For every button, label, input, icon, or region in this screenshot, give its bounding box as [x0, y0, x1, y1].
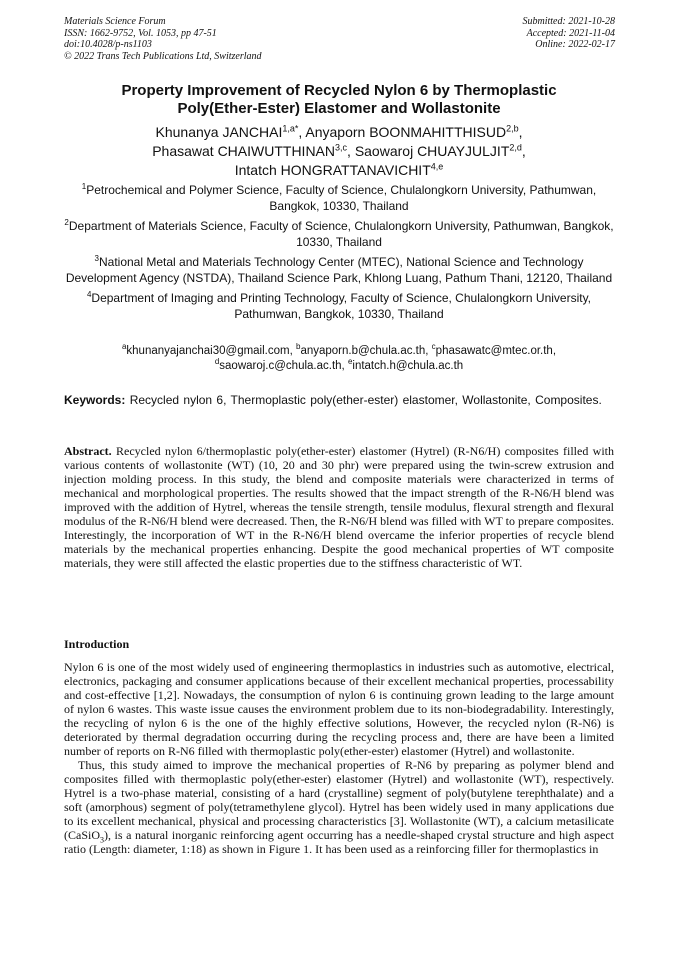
affiliation: [64, 218, 614, 250]
keywords-text: Recycled nylon 6, Thermoplastic poly(ether-ester) elastomer, Wollastonite, Composites.: [129, 393, 602, 407]
email-d[interactable]: saowaroj.c@chula.ac.th: [219, 360, 342, 372]
author-name: Anyaporn BOONMAHITTHISUD: [305, 124, 507, 140]
accepted-date: Accepted: 2021-11-04: [526, 27, 615, 39]
email-a[interactable]: khunanyajanchai30@gmail.com: [126, 345, 290, 357]
abstract-text: Recycled nylon 6/thermoplastic poly(ether-ester) elastomer (Hytrel) (R-N6/H) composites filled with various contents of wollastonite (WT) (10, 20 and 30 phr) were prepared using the twin-screw extrusion and injection molding process. In this study, the blend and composite materials were characterized in terms of mechanical and morphological properties. The results showed that the impact strength of the R-N6/H blend was improved with the addition of Hytrel, whereas the tensile strength, tensile modulus, flexural strength and flexural modulus of the R-N6/H blend were decreased. Then, the R-N6/H blend was filled with WT to prepare composites. Interestingly, the incorporation of WT in the R-N6/H blend overcame the inferior properties of recycle blend materials by the mechanical properties enhancing. Despite the good mechanical properties of WT composite materials, they were still affected the elastic properties due to the stiffness characteristic of WT.: [64, 444, 614, 570]
email-b[interactable]: anyaporn.b@chula.ac.th: [300, 345, 426, 357]
author-name: Intatch HONGRATTANAVICHIT: [234, 162, 431, 178]
affiliation: [64, 182, 614, 214]
dates-header: [523, 16, 616, 51]
online-date: Online: 2022-02-17: [535, 39, 615, 50]
author-sup: 2,d: [509, 142, 522, 153]
author-separator: ,: [347, 143, 355, 159]
author-list: [64, 123, 614, 180]
submitted-date: Submitted: 2021-10-28: [522, 16, 615, 27]
author-name: Saowaroj CHUAYJULJIT: [354, 143, 510, 159]
title-line-1: Property Improvement of Recycled Nylon 6 by Thermoplastic: [121, 82, 557, 99]
affiliation-number: 2: [64, 218, 69, 227]
email-list: $^a$khunanyajanchai30@gmail.com, $^b$anyaporn.b@chula.ac.th, $^c$phasawatc@mtec.or.th, $^d$saowaroj.c@chula.ac.th, $^e$intatch.h@chula.ac.th: [121, 342, 557, 372]
author-separator: ,: [518, 124, 523, 140]
author-sup: 4,e: [430, 161, 444, 172]
formula-subscript: 3: [100, 835, 104, 845]
email-e[interactable]: intatch.h@chula.ac.th: [352, 360, 464, 372]
intro-paragraph-1: Nylon 6 is one of the most widely used of engineering thermoplastics in industries such as automotive, electrical, electronics, packaging and consumer applications because of their excellent mechanical properties, processability and cost-effective [1,2]. Nowadays, the consumption of nylon 6 is continuing grown leading to the large amount of nylon 6 wastes. This waste issue causes the environment problem due to its non-biodegradability. Interestingly, the recycling of nylon 6 is the one of the highly effective solutions, However, the recycled nylon (R-N6) is deteriorated by thermal degradation occurring during the recycling process and, there are have been a limited number of reports on R-N6 filled with thermoplastic poly(ether-ester) elastomer (Hytrel) and wollastonite.: [64, 660, 614, 758]
abstract-label: Abstract.: [64, 444, 112, 458]
intro-paragraph-2-part-2: ), is a natural inorganic reinforcing agent occurring has a needle-shaped crystal structure and high aspect ratio (Length: diameter, 1:18) as shown in Figure 1. It has been used as a reinforcing filler for thermoplastics in: [64, 828, 614, 856]
journal-name: Materials Science Forum: [64, 16, 166, 27]
keywords-label: Keywords:: [64, 393, 126, 407]
intro-paragraph-2-part-1: Thus, this study aimed to improve the mechanical properties of R-N6 by preparing as polymer blend and composites filled with thermoplastic poly(ether-ester) elastomer (Hytrel) and wollastonite (WT), respectively. Hytrel is a two-phase material, consisting of a hard (crystalline) segment of poly(butylene terephthalate) and a soft (amorphous) segment of poly(tetramethylene glycol). Hytrel has been widely used in many applications due to its excellent mechanical, physical and processing characteristics [3]. Wollastonite (WT), a calcium metasilicate (CaSiO: [64, 758, 614, 842]
journal-header: [64, 16, 262, 62]
doi: doi:10.4028/p-ns1103: [64, 39, 152, 50]
affiliation-text: Department of Imaging and Printing Technology, Faculty of Science, Chulalongkorn University, Pathumwan, Bangkok, 10330, Thailand: [91, 291, 592, 321]
author-sup: 2,b: [506, 123, 519, 134]
paper-title: [64, 82, 614, 118]
affiliation-list: [64, 182, 614, 326]
author-sup: 3,c: [335, 142, 348, 153]
email-c[interactable]: phasawatc@mtec.or.th: [435, 345, 553, 357]
affiliation-text: Department of Materials Science, Faculty of Science, Chulalongkorn University, Pathumwan, Bangkok, 10330, Thailand: [68, 219, 614, 249]
keywords: [64, 393, 614, 408]
affiliation: [64, 254, 614, 286]
affiliation-number: 4: [86, 290, 92, 299]
affiliation-number: 3: [94, 254, 99, 263]
intro-paragraph-2: [64, 758, 614, 856]
abstract: [64, 444, 614, 570]
introduction-body: [64, 660, 614, 856]
author-separator: ,: [521, 143, 526, 159]
affiliation-text: National Metal and Materials Technology Center (MTEC), National Science and Technology Development Agency (NSTDA), Thailand Science Park, Khlong Luang, Pathum Thani, 12120, Thailand: [65, 255, 613, 285]
affiliation-text: Petrochemical and Polymer Science, Faculty of Science, Chulalongkorn University, Pathumwan, Bangkok, 10330, Thailand: [86, 183, 597, 213]
author-name: Phasawat CHAIWUTTHINAN: [152, 143, 336, 159]
section-heading-introduction: Introduction: [64, 637, 130, 651]
author-name: Khunanya JANCHAI: [155, 124, 283, 140]
affiliation-number: 1: [81, 182, 87, 191]
copyright: © 2022 Trans Tech Publications Ltd, Switzerland: [64, 50, 262, 62]
affiliation: [64, 290, 614, 322]
issn: ISSN: 1662-9752, Vol. 1053, pp 47-51: [64, 27, 217, 39]
author-separator: ,: [298, 124, 306, 140]
author-sup: 1,a*: [282, 123, 299, 134]
title-line-2: Poly(Ether-Ester) Elastomer and Wollastonite: [177, 100, 501, 117]
